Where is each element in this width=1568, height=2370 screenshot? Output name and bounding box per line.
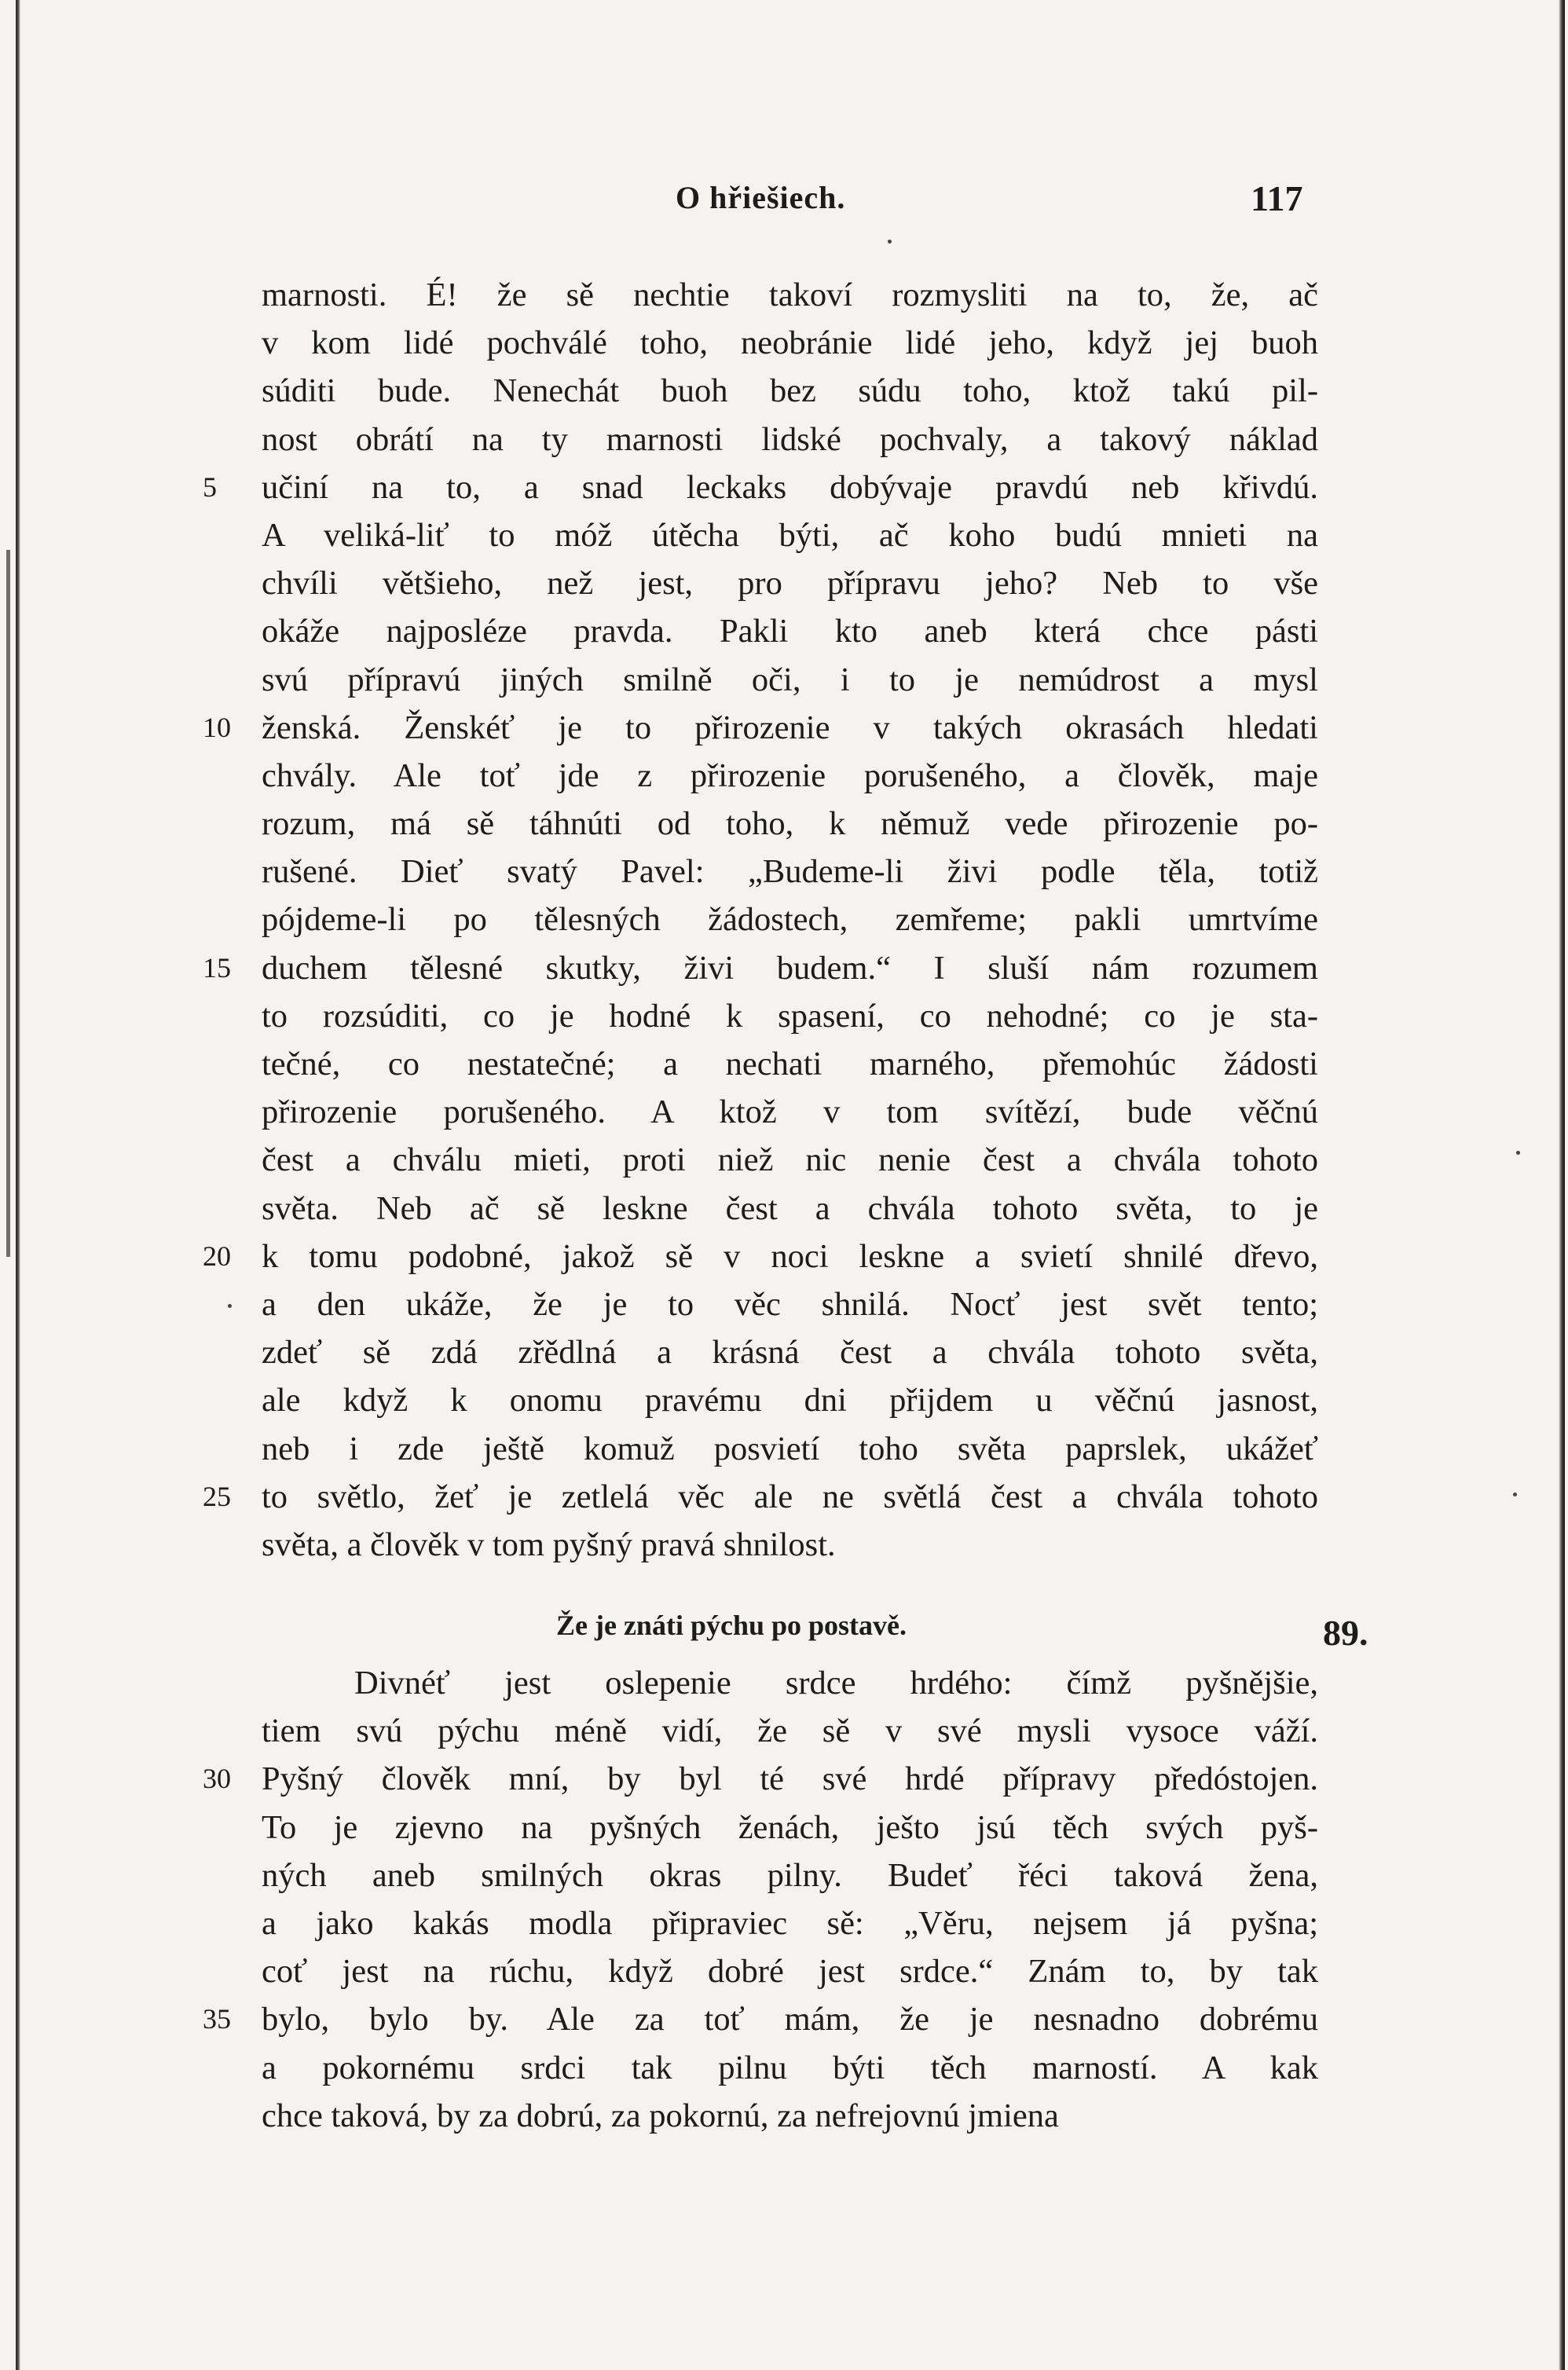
text-line (262, 1899, 1318, 1947)
text-line (262, 1521, 1318, 1569)
line-text: pójdeme-li po tělesných žádostech, zemřeme; pakli umrtvíme (262, 901, 1318, 939)
text-line (262, 271, 1318, 319)
text-line (262, 896, 1318, 943)
line-number: 10 (203, 711, 231, 743)
line-text: ženská. Ženskéť je to přirozenie v takých okrasách hledati (262, 709, 1318, 746)
line-text: Pyšný člověk mní, by byl té své hrdé přípravy předóstojen. (262, 1760, 1318, 1798)
section-heading (0, 1603, 1568, 1658)
scan-speck (1513, 1493, 1517, 1496)
text-line (203, 1473, 1318, 1521)
section-title: Že je znáti pýchu po postavě. (556, 1610, 907, 1641)
page-number: 117 (1251, 178, 1303, 218)
text-line (203, 1233, 1318, 1280)
line-text: tečné, co nestatečné; a nechati marného, přemohúc žádosti (262, 1046, 1318, 1082)
line-number: 15 (203, 951, 231, 984)
text-line (262, 511, 1318, 559)
text-line (262, 1707, 1318, 1755)
text-line (262, 656, 1318, 704)
line-number: 25 (203, 1480, 231, 1512)
line-text: a pokornému srdci tak pilnu býti těch marností. A kak (262, 2049, 1318, 2086)
line-text: okáže najposléze pravda. Pakli kto aneb která chce pásti (262, 613, 1318, 650)
text-line (262, 416, 1318, 463)
line-text: rozum, má sě táhnúti od toho, k němuž vede přirozenie po- (262, 805, 1318, 843)
line-text: a den ukáže, že je to věc shnilá. Nocť jest svět tento; (262, 1285, 1318, 1323)
line-text: To je zjevno na pyšných ženách, ješto jsú těch svých pyš- (262, 1808, 1318, 1846)
text-line (262, 848, 1318, 896)
scan-speck (888, 240, 892, 244)
paragraph-2 (203, 1659, 1318, 2140)
line-text: súditi bude. Nenechát buoh bez súdu toho, ktož takú pil- (262, 372, 1318, 410)
line-number: 20 (203, 1240, 231, 1272)
text-line (262, 319, 1318, 367)
line-text: coť jest na rúchu, když dobré jest srdce.“ Znám to, by tak (262, 1953, 1318, 1991)
paragraph-1 (203, 271, 1318, 1569)
line-number: 35 (203, 2003, 231, 2035)
text-line (262, 559, 1318, 607)
line-text: marnosti. É! že sě nechtie takoví rozmysliti na to, že, ač (262, 277, 1318, 313)
text-line (262, 367, 1318, 415)
line-text: světa. Neb ač sě leskne čest a chvála tohoto světa, to je (262, 1189, 1318, 1227)
line-text: Divnéť jest oslepenie srdce hrdého: čímž pyšnějšie, (354, 1665, 1318, 1701)
text-line (262, 992, 1318, 1040)
line-text: k tomu podobné, jakož sě v noci leskne a svietí shnilé dřevo, (262, 1237, 1318, 1275)
section-number: 89. (1323, 1613, 1368, 1653)
text-line (203, 944, 1318, 992)
text-line (203, 1995, 1318, 2043)
text-line (262, 2092, 1318, 2140)
line-text: chce taková, by za dobrú, za pokornú, za nefrejovnú jmiena (262, 2097, 1059, 2134)
page-edge-shadow-left (16, 0, 20, 2370)
text-line (262, 800, 1318, 848)
text-line (203, 463, 1318, 511)
text-line (262, 1852, 1318, 1899)
line-text: chvíli většieho, než jest, pro přípravu jeho? Neb to vše (262, 565, 1318, 603)
text-line (262, 1136, 1318, 1184)
text-line (262, 1185, 1318, 1233)
text-line (262, 607, 1318, 655)
page-edge-shadow-left-inner (6, 550, 10, 1257)
text-line (262, 1425, 1318, 1473)
text-line (262, 2044, 1318, 2092)
text-line (262, 1040, 1318, 1088)
line-text: A veliká-liť to móž útěcha býti, ač koho budú mnieti na (262, 516, 1318, 554)
line-number: 5 (203, 471, 217, 503)
text-line (262, 1947, 1318, 1995)
line-text: tiem svú pýchu méně vidí, že sě v své mysli vysoce váží. (262, 1712, 1318, 1750)
line-text: bylo, bylo by. Ale za toť mám, že je nesnadno dobrému (262, 2001, 1318, 2038)
text-line (203, 1755, 1318, 1803)
scan-speck (1516, 1151, 1520, 1155)
line-text: zdeť sě zdá zřědlná a krásná čest a chvála tohoto světa, (262, 1334, 1318, 1372)
line-text: svú přípravú jiných smilně oči, i to je nemúdrost a mysl (262, 661, 1318, 698)
line-text: přirozenie porušeného. A ktož v tom svítězí, bude věčnú (262, 1093, 1318, 1131)
line-text: ných aneb smilných okras pilny. Budeť řéci taková žena, (262, 1856, 1318, 1894)
line-text: čest a chválu mieti, proti niež nic nenie čest a chvála tohoto (262, 1141, 1318, 1179)
line-text: rušené. Dieť svatý Pavel: „Budeme-li živi podle těla, totiž (262, 853, 1318, 891)
line-text: to světlo, žeť je zetlelá věc ale ne světlá čest a chvála tohoto (262, 1478, 1318, 1515)
text-line (262, 1659, 1318, 1707)
text-line (262, 1280, 1318, 1328)
line-number: 30 (203, 1763, 231, 1795)
line-text: chvály. Ale toť jde z přirozenie porušeného, a člověk, maje (262, 756, 1318, 794)
line-text: nost obrátí na ty marnosti lidské pochvaly, a takový náklad (262, 420, 1318, 458)
line-text: učiní na to, a snad leckaks dobývaje pravdú neb křivdú. (262, 468, 1318, 506)
text-line (262, 1804, 1318, 1852)
line-text: to rozsúditi, co je hodné k spasení, co nehodné; co je sta- (262, 997, 1318, 1035)
running-head: O hřiešiech. (676, 180, 846, 215)
text-line (262, 1328, 1318, 1376)
text-line (203, 704, 1318, 752)
line-text: neb i zde ještě komuž posvietí toho světa paprslek, ukážeť (262, 1430, 1318, 1467)
line-text: světa, a člověk v tom pyšný pravá shnilost. (262, 1526, 836, 1563)
line-text: duchem tělesné skutky, živi budem.“ I sluší nám rozumem (262, 949, 1318, 987)
line-text: v kom lidé pochválé toho, neobránie lidé jeho, když jej buoh (262, 324, 1318, 362)
page-header (0, 179, 1568, 226)
text-line (262, 752, 1318, 800)
text-line (262, 1376, 1318, 1424)
text-line (262, 1088, 1318, 1136)
page-edge-shadow-right (1559, 0, 1565, 2370)
line-text: a jako kakás modla připraviec sě: „Věru, nejsem já pyšna; (262, 1904, 1318, 1942)
line-text: ale když k onomu pravému dni přijdem u věčnú jasnost, (262, 1382, 1318, 1419)
scan-speck (228, 1304, 232, 1308)
